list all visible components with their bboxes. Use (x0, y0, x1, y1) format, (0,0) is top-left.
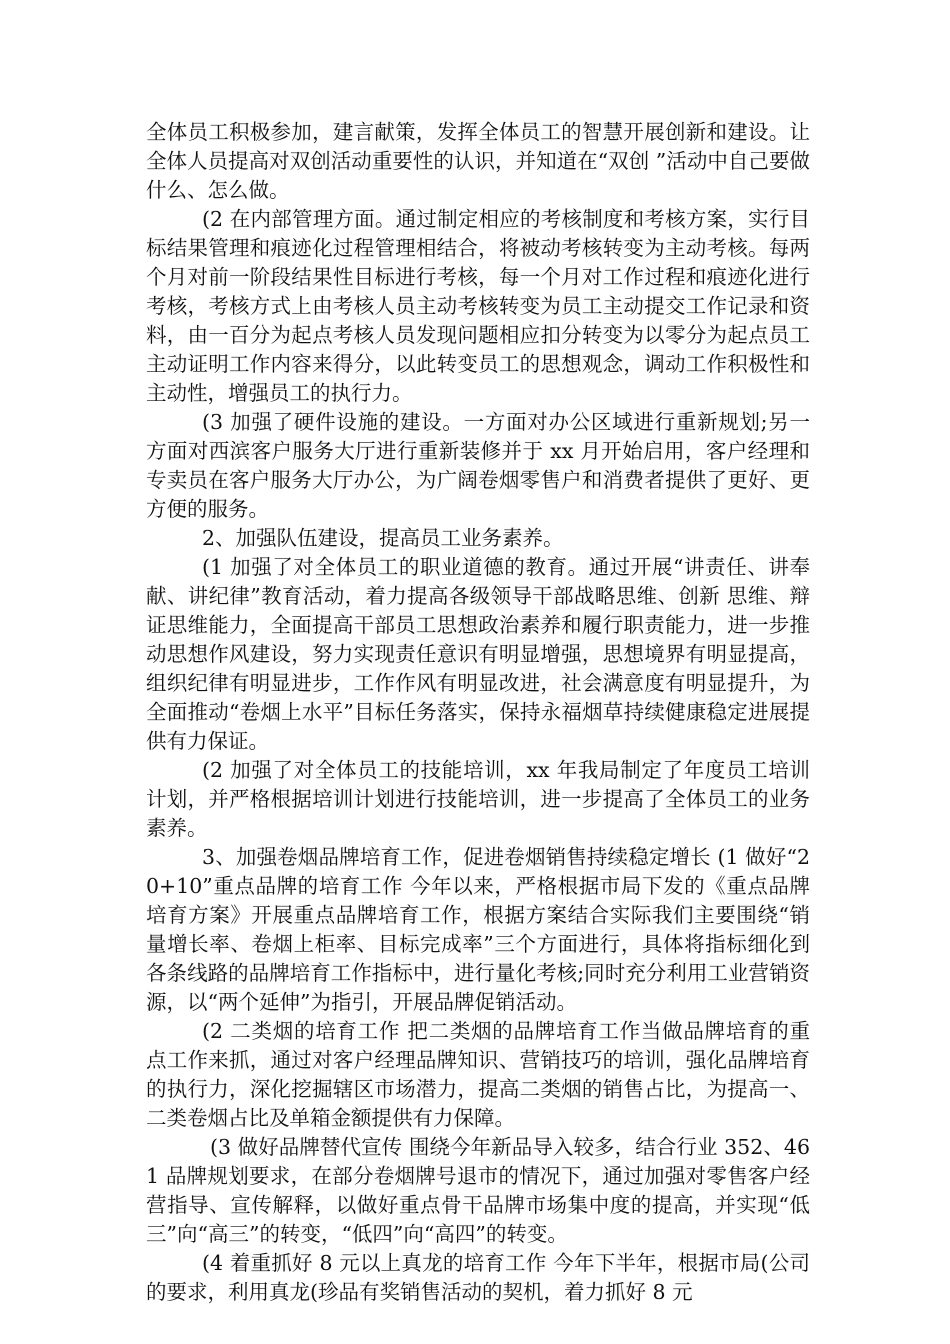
paragraph-6: 3、加强卷烟品牌培育工作，促进卷烟销售持续稳定增长 (1 做好“20+10”重点品牌的培育工作 今年以来，严格根据市局下发的《重点品牌培育方案》开展重点品牌培育工作，根据方案结合实际我们主要围绕“销量增长率、卷烟上柜率、目标完成率”三个方面进行，具体将指标细化到各条线路的品牌培育工作指标中，进行量化考核;同时充分利用工业营销资源，以“两个延伸”为指引，开展品牌促销活动。 (146, 845, 810, 1014)
paragraph-1: 全体员工积极参加，建言献策，发挥全体员工的智慧开展创新和建设。让全体人员提高对双创活动重要性的认识，并知道在“双创 ”活动中自己要做什么、怎么做。 (146, 120, 810, 202)
document-body (146, 118, 810, 1307)
paragraph-3: (3 加强了硬件设施的建设。一方面对办公区域进行重新规划;另一方面对西滨客户服务大厅进行重新装修并于 xx 月开始启用，客户经理和专卖员在客户服务大厅办公，为广阔卷烟零售户和消费者提供了更好、更方便的服务。 (146, 410, 810, 521)
paragraph-4: (1 加强了对全体员工的职业道德的教育。通过开展“讲责任、讲奉献、讲纪律”教育活动，着力提高各级领导干部战略思维、创新 思维、辩证思维能力，全面提高干部员工思想政治素养和履行职责能力，进一步推动思想作风建设，努力实现责任意识有明显增强，思想境界有明显提高，组织纪律有明显进步，工作作风有明显改进，社会满意度有明显提升，为全面推动“卷烟上水平”目标任务落实，保持永福烟草持续健康稳定进展提供有力保证。 (146, 555, 810, 753)
paragraph-5: (2 加强了对全体员工的技能培训，xx 年我局制定了年度员工培训计划，并严格根据培训计划进行技能培训，进一步提高了全体员工的业务素养。 (146, 758, 810, 840)
section-heading-2: 2、加强队伍建设，提高员工业务素养。 (202, 526, 564, 550)
paragraph-2: (2 在内部管理方面。通过制定相应的考核制度和考核方案，实行目标结果管理和痕迹化过程管理相结合，将被动考核转变为主动考核。每两个月对前一阶段结果性目标进行考核，每一个月对工作过程和痕迹化进行考核，考核方式上由考核人员主动考核转变为员工主动提交工作记录和资料，由一百分为起点考核人员发现问题相应扣分转变为以零分为起点员工主动证明工作内容来得分，以此转变员工的思想观念，调动工作积极性和主动性，增强员工的执行力。 (146, 207, 810, 405)
paragraph-7: (2 二类烟的培育工作 把二类烟的品牌培育工作当做品牌培育的重点工作来抓，通过对客户经理品牌知识、营销技巧的培训，强化品牌培育的执行力，深化挖掘辖区市场潜力，提高二类烟的销售占比，为提高一、二类卷烟占比及单箱金额提供有力保障。 (146, 1019, 810, 1130)
paragraph-8: (3 做好品牌替代宣传 围绕今年新品导入较多，结合行业 352、461 品牌规划要求，在部分卷烟牌号退市的情况下，通过加强对零售客户经营指导、宣传解释，以做好重点骨干品牌市场集中度的提高，并实现“低三”向“高三”的转变，“低四”向“高四”的转变。 (146, 1135, 810, 1246)
paragraph-9: (4 着重抓好 8 元以上真龙的培育工作 今年下半年，根据市局(公司的要求，利用真龙(珍品有奖销售活动的契机，着力抓好 8 元 (146, 1251, 810, 1304)
